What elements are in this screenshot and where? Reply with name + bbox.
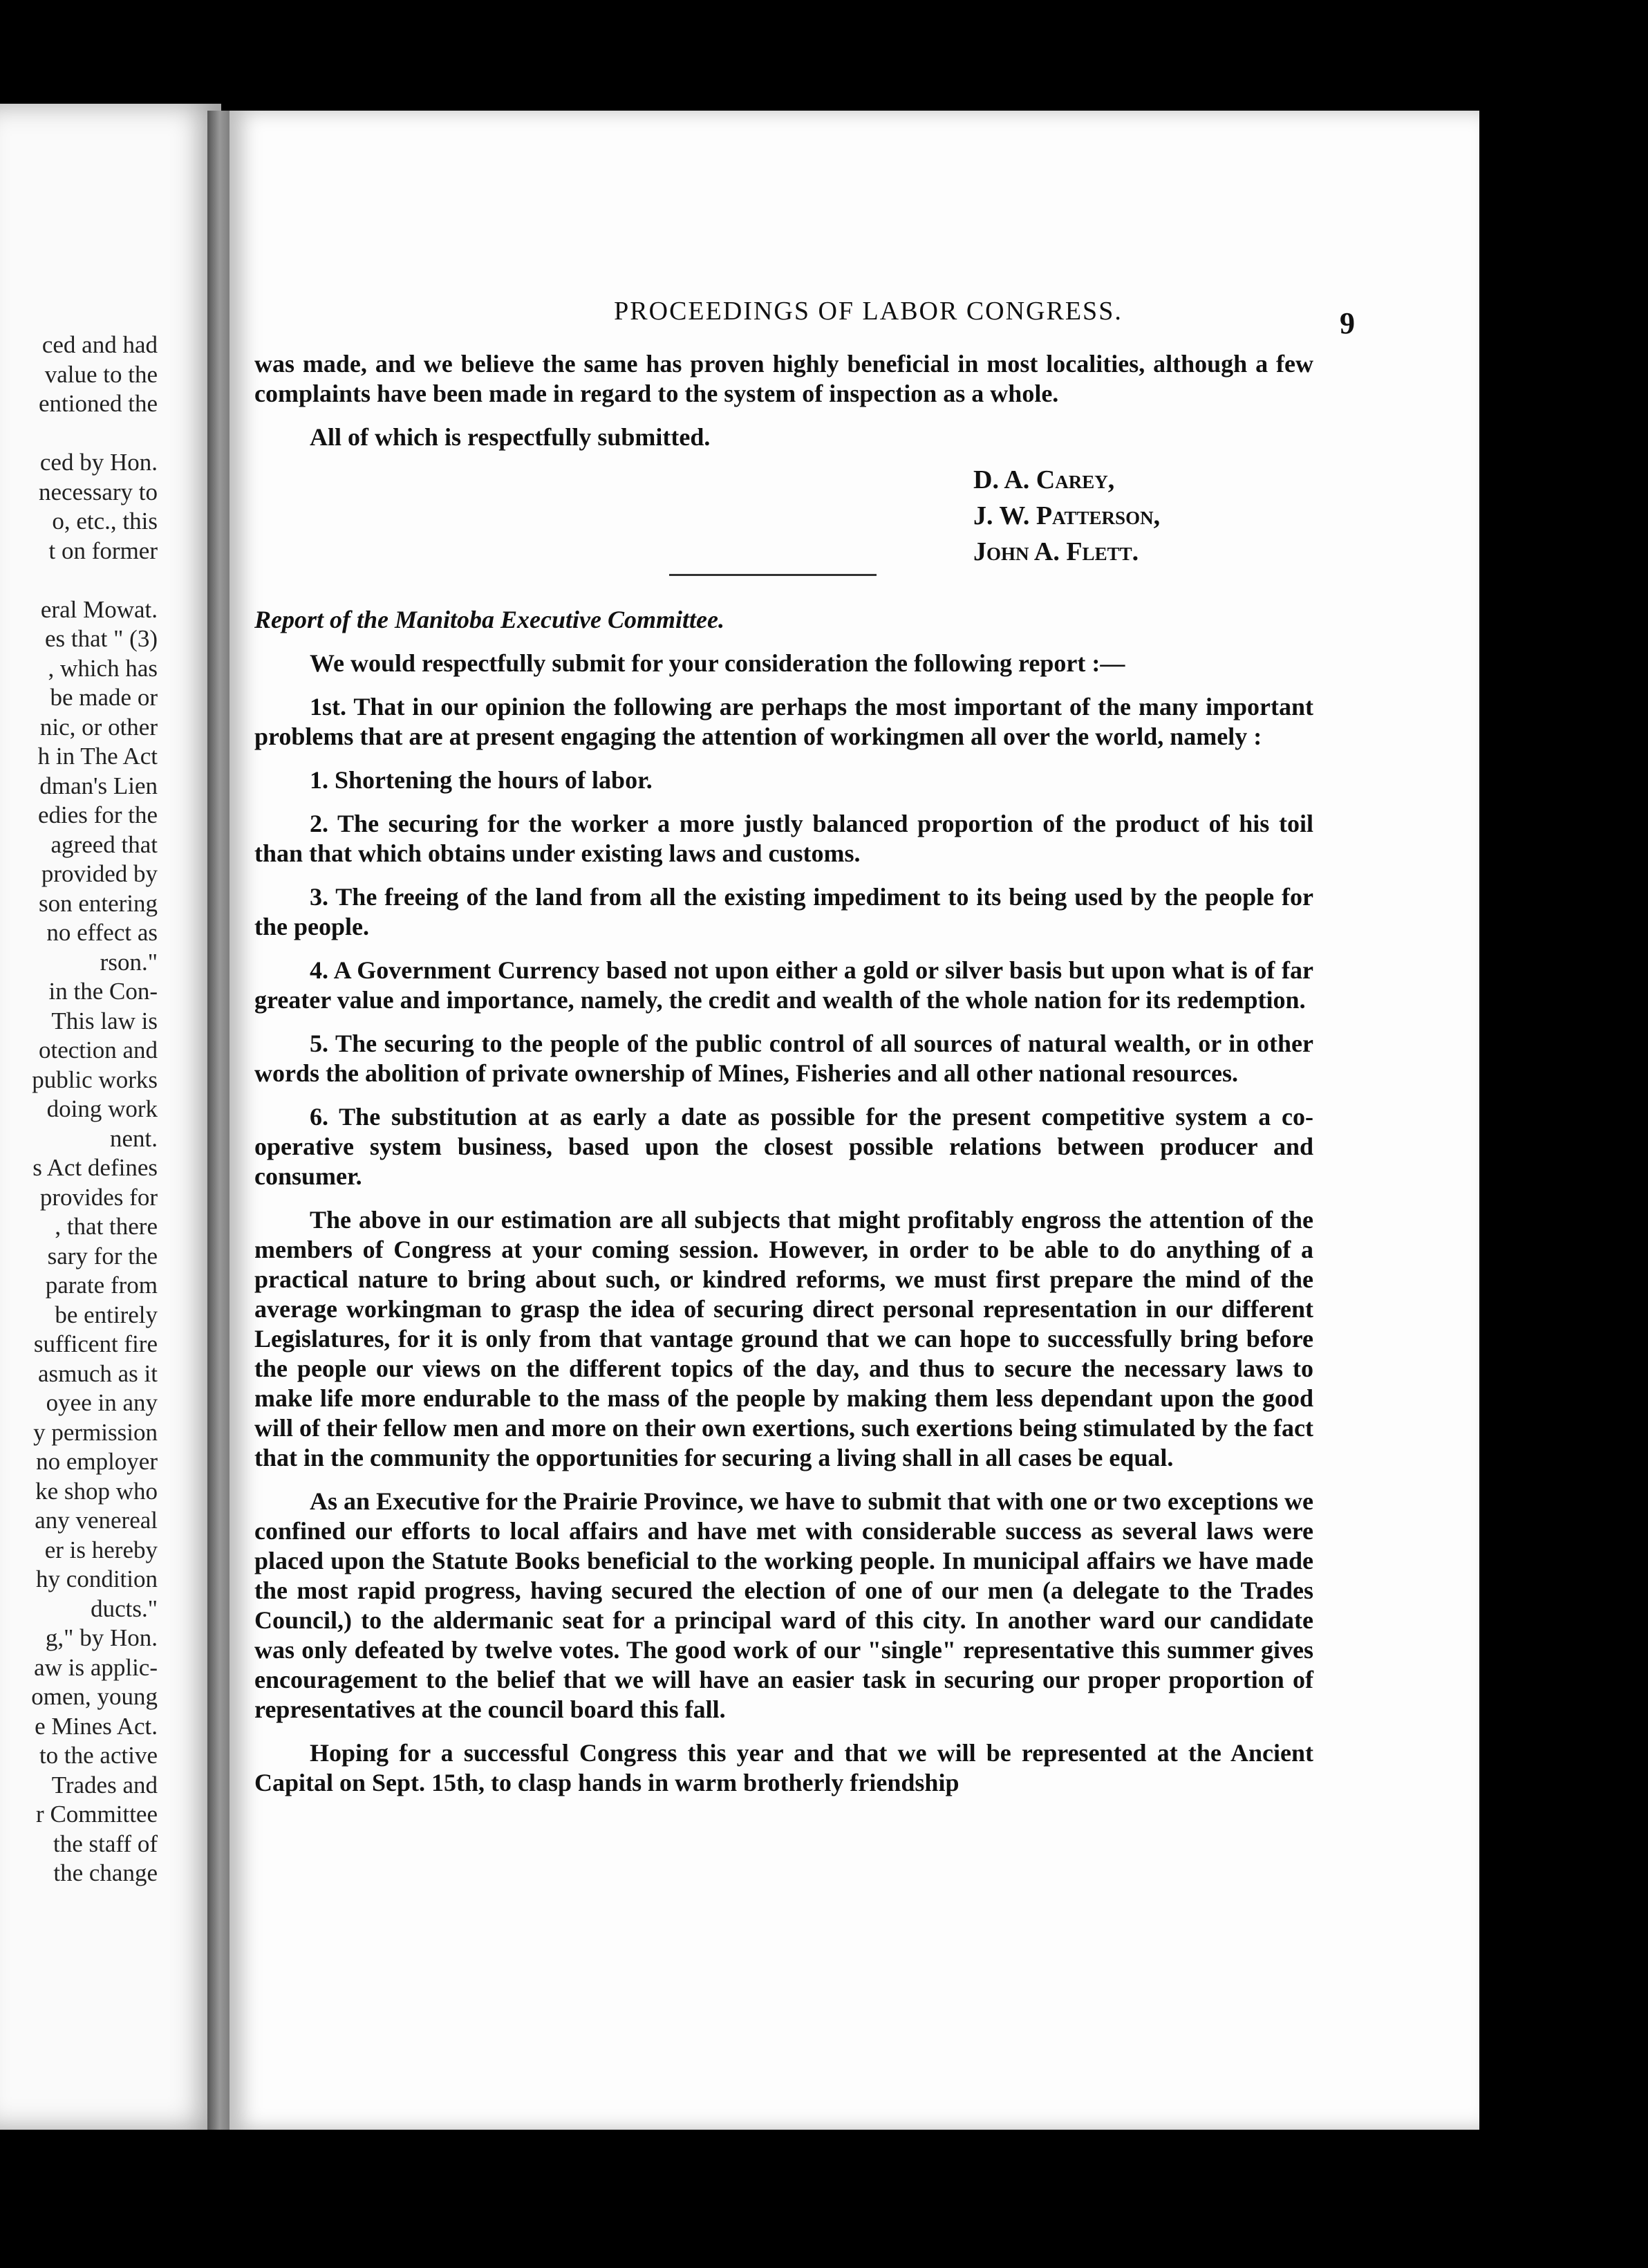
left-page-line: aw is applic- xyxy=(34,1653,158,1681)
left-page-line: dman's Lien xyxy=(39,772,158,799)
section-divider xyxy=(669,574,877,576)
opening-paragraph: was made, and we believe the same has proven highly beneficial in most localities, although a few complaints have been made in regard to the system of inspection as a whole. xyxy=(254,350,1313,407)
left-page-line: son entering xyxy=(38,889,158,917)
intro-paragraph: We would respectfully submit for your consideration the following report :— xyxy=(310,649,1125,677)
item-4: 4. A Government Currency based not upon either a gold or silver basis but upon what is of far greater value and importance, namely, the credit and wealth of the whole nation for its redemption. xyxy=(254,956,1313,1014)
left-page-line: nic, or other xyxy=(39,713,158,741)
running-header: PROCEEDINGS OF LABOR CONGRESS. xyxy=(614,297,1123,326)
left-page-line: provides for xyxy=(39,1183,158,1211)
paragraph-above: The above in our estimation are all subjects that might profitably engross the attention of the members of Congress at your coming session. However, in order to be able to do anything of a practical nature to bring about such, or kindred reforms, we must first prepare the mind of the average workingman to grasp the idea of securing direct personal representation in our different Legislatures, for it is only from that vantage ground that we can hope to successfully bring before the people our views on the different topics of the day, and thus to secure the necessary laws to make life more endurable to the mass of the people by making them less dependant upon the good will of their fellow men and more on their own exertions, such exertions being stimulated by the fact that in the community the opportunities for securing a living shall in all cases be equal. xyxy=(254,1206,1313,1471)
left-page-line: ced by Hon. xyxy=(39,449,158,476)
left-page-line: sary for the xyxy=(47,1242,158,1270)
item-1: 1. Shortening the hours of labor. xyxy=(310,766,653,794)
left-page-line: oyee in any xyxy=(46,1389,158,1416)
left-page-line: sufficent fire xyxy=(33,1330,158,1357)
item-6: 6. The substitution at as early a date as possible for the present competitive system a co-operative system business, based upon the closest possible relations between producer and consumer. xyxy=(254,1103,1313,1190)
left-page-line: be entirely xyxy=(55,1301,158,1328)
left-page-line: the staff of xyxy=(53,1830,158,1857)
left-page-line: s Act defines xyxy=(32,1154,158,1181)
left-page-line: edies for the xyxy=(38,801,158,828)
left-page-line: in the Con- xyxy=(48,978,158,1005)
left-page-line: any venereal xyxy=(35,1507,158,1534)
paragraph-executive: As an Executive for the Prairie Province, we have to submit that with one or two exceptions we confined our efforts to local affairs and have met with considerable success as several laws were placed upon the Statute Books beneficial to the working people. In municipal affairs we have made the most rapid progress, having secured the election of one of our men (a delegate to the Trades Council,) to the aldermanic seat for a principal ward of this city. In another ward our candidate was only defeated by twelve votes. The good work of our "single" representative this summer gives encouragement to the belief that we will have an easier task in securing our proper proportion of representatives at the council board this fall. xyxy=(254,1487,1313,1723)
left-page-line xyxy=(0,419,158,449)
left-page-line: g," by Hon. xyxy=(45,1624,158,1651)
item-3: 3. The freeing of the land from all the existing impediment to its being used by the people for the people. xyxy=(254,883,1313,940)
left-page-line: y permission xyxy=(33,1418,158,1446)
left-page-line: no effect as xyxy=(46,919,158,946)
left-page-line: provided by xyxy=(41,860,158,887)
left-page-line: be made or xyxy=(50,684,158,711)
left-page-line: rson." xyxy=(100,948,158,976)
left-page-line: eral Mowat. xyxy=(40,595,158,623)
left-page-line: ced and had xyxy=(41,331,158,358)
left-page-line: parate from xyxy=(45,1272,158,1299)
left-page-line: er is hereby xyxy=(44,1536,158,1563)
left-page-line: t on former xyxy=(48,537,158,564)
page-body xyxy=(254,349,1313,1812)
signature-patterson: J. W. Patterson, xyxy=(973,501,1161,530)
right-page xyxy=(230,111,1479,2130)
left-page-line xyxy=(0,566,158,595)
item-5: 5. The securing to the people of the public control of all sources of natural wealth, or in other words the abolition of private ownership of Mines, Fisheries and all other national resources. xyxy=(254,1030,1313,1087)
left-page-text xyxy=(0,331,158,1888)
left-page-line: value to the xyxy=(44,360,158,388)
left-page-line: omen, young xyxy=(31,1683,158,1710)
page-number: 9 xyxy=(1340,306,1355,340)
left-page-line: to the active xyxy=(39,1742,158,1769)
left-page-line: es that " (3) xyxy=(45,625,158,652)
left-page-line: agreed that xyxy=(50,830,158,858)
left-page-line: the change xyxy=(53,1859,158,1886)
left-page-line: necessary to xyxy=(38,478,158,505)
left-page-line: , which has xyxy=(48,654,158,682)
left-page-fragment xyxy=(0,104,221,2130)
left-page-line: doing work xyxy=(46,1095,158,1122)
left-page-line: entioned the xyxy=(38,390,158,417)
left-page-line: , that there xyxy=(55,1213,158,1240)
left-page-line: e Mines Act. xyxy=(35,1712,158,1740)
item-2: 2. The securing for the worker a more justly balanced proportion of the product of his toil than that which obtains under existing laws and customs. xyxy=(254,810,1313,867)
left-page-line: ke shop who xyxy=(35,1477,158,1505)
signature-carey: D. A. Carey, xyxy=(973,465,1115,494)
left-page-line: Trades and xyxy=(51,1771,158,1798)
left-page-line: o, etc., this xyxy=(52,508,158,535)
left-page-line: asmuch as it xyxy=(37,1359,158,1387)
signature-flett: John A. Flett. xyxy=(973,537,1139,566)
left-page-line: ducts." xyxy=(91,1595,158,1622)
report-title: Report of the Manitoba Executive Committee. xyxy=(254,606,724,633)
left-page-line: no employer xyxy=(36,1448,158,1475)
left-page-line: This law is xyxy=(51,1007,158,1034)
left-page-line: nent. xyxy=(109,1124,158,1152)
left-page-line: hy condition xyxy=(36,1565,158,1592)
left-page-line: h in The Act xyxy=(37,743,158,770)
submitted-line: All of which is respectfully submitted. xyxy=(310,423,711,451)
first-paragraph: 1st. That in our opinion the following are perhaps the most important of the many important problems that are at present engaging the attention of workingmen all over the world, namely : xyxy=(254,693,1313,750)
left-page-line: otection and xyxy=(38,1037,158,1063)
left-page-line: r Committee xyxy=(36,1801,158,1828)
paragraph-hoping: Hoping for a successful Congress this year and that we will be represented at the Ancient Capital on Sept. 15th, to clasp hands in warm brotherly friendship xyxy=(254,1739,1313,1796)
left-page-line: public works xyxy=(32,1066,158,1093)
signature-block xyxy=(973,462,1313,570)
